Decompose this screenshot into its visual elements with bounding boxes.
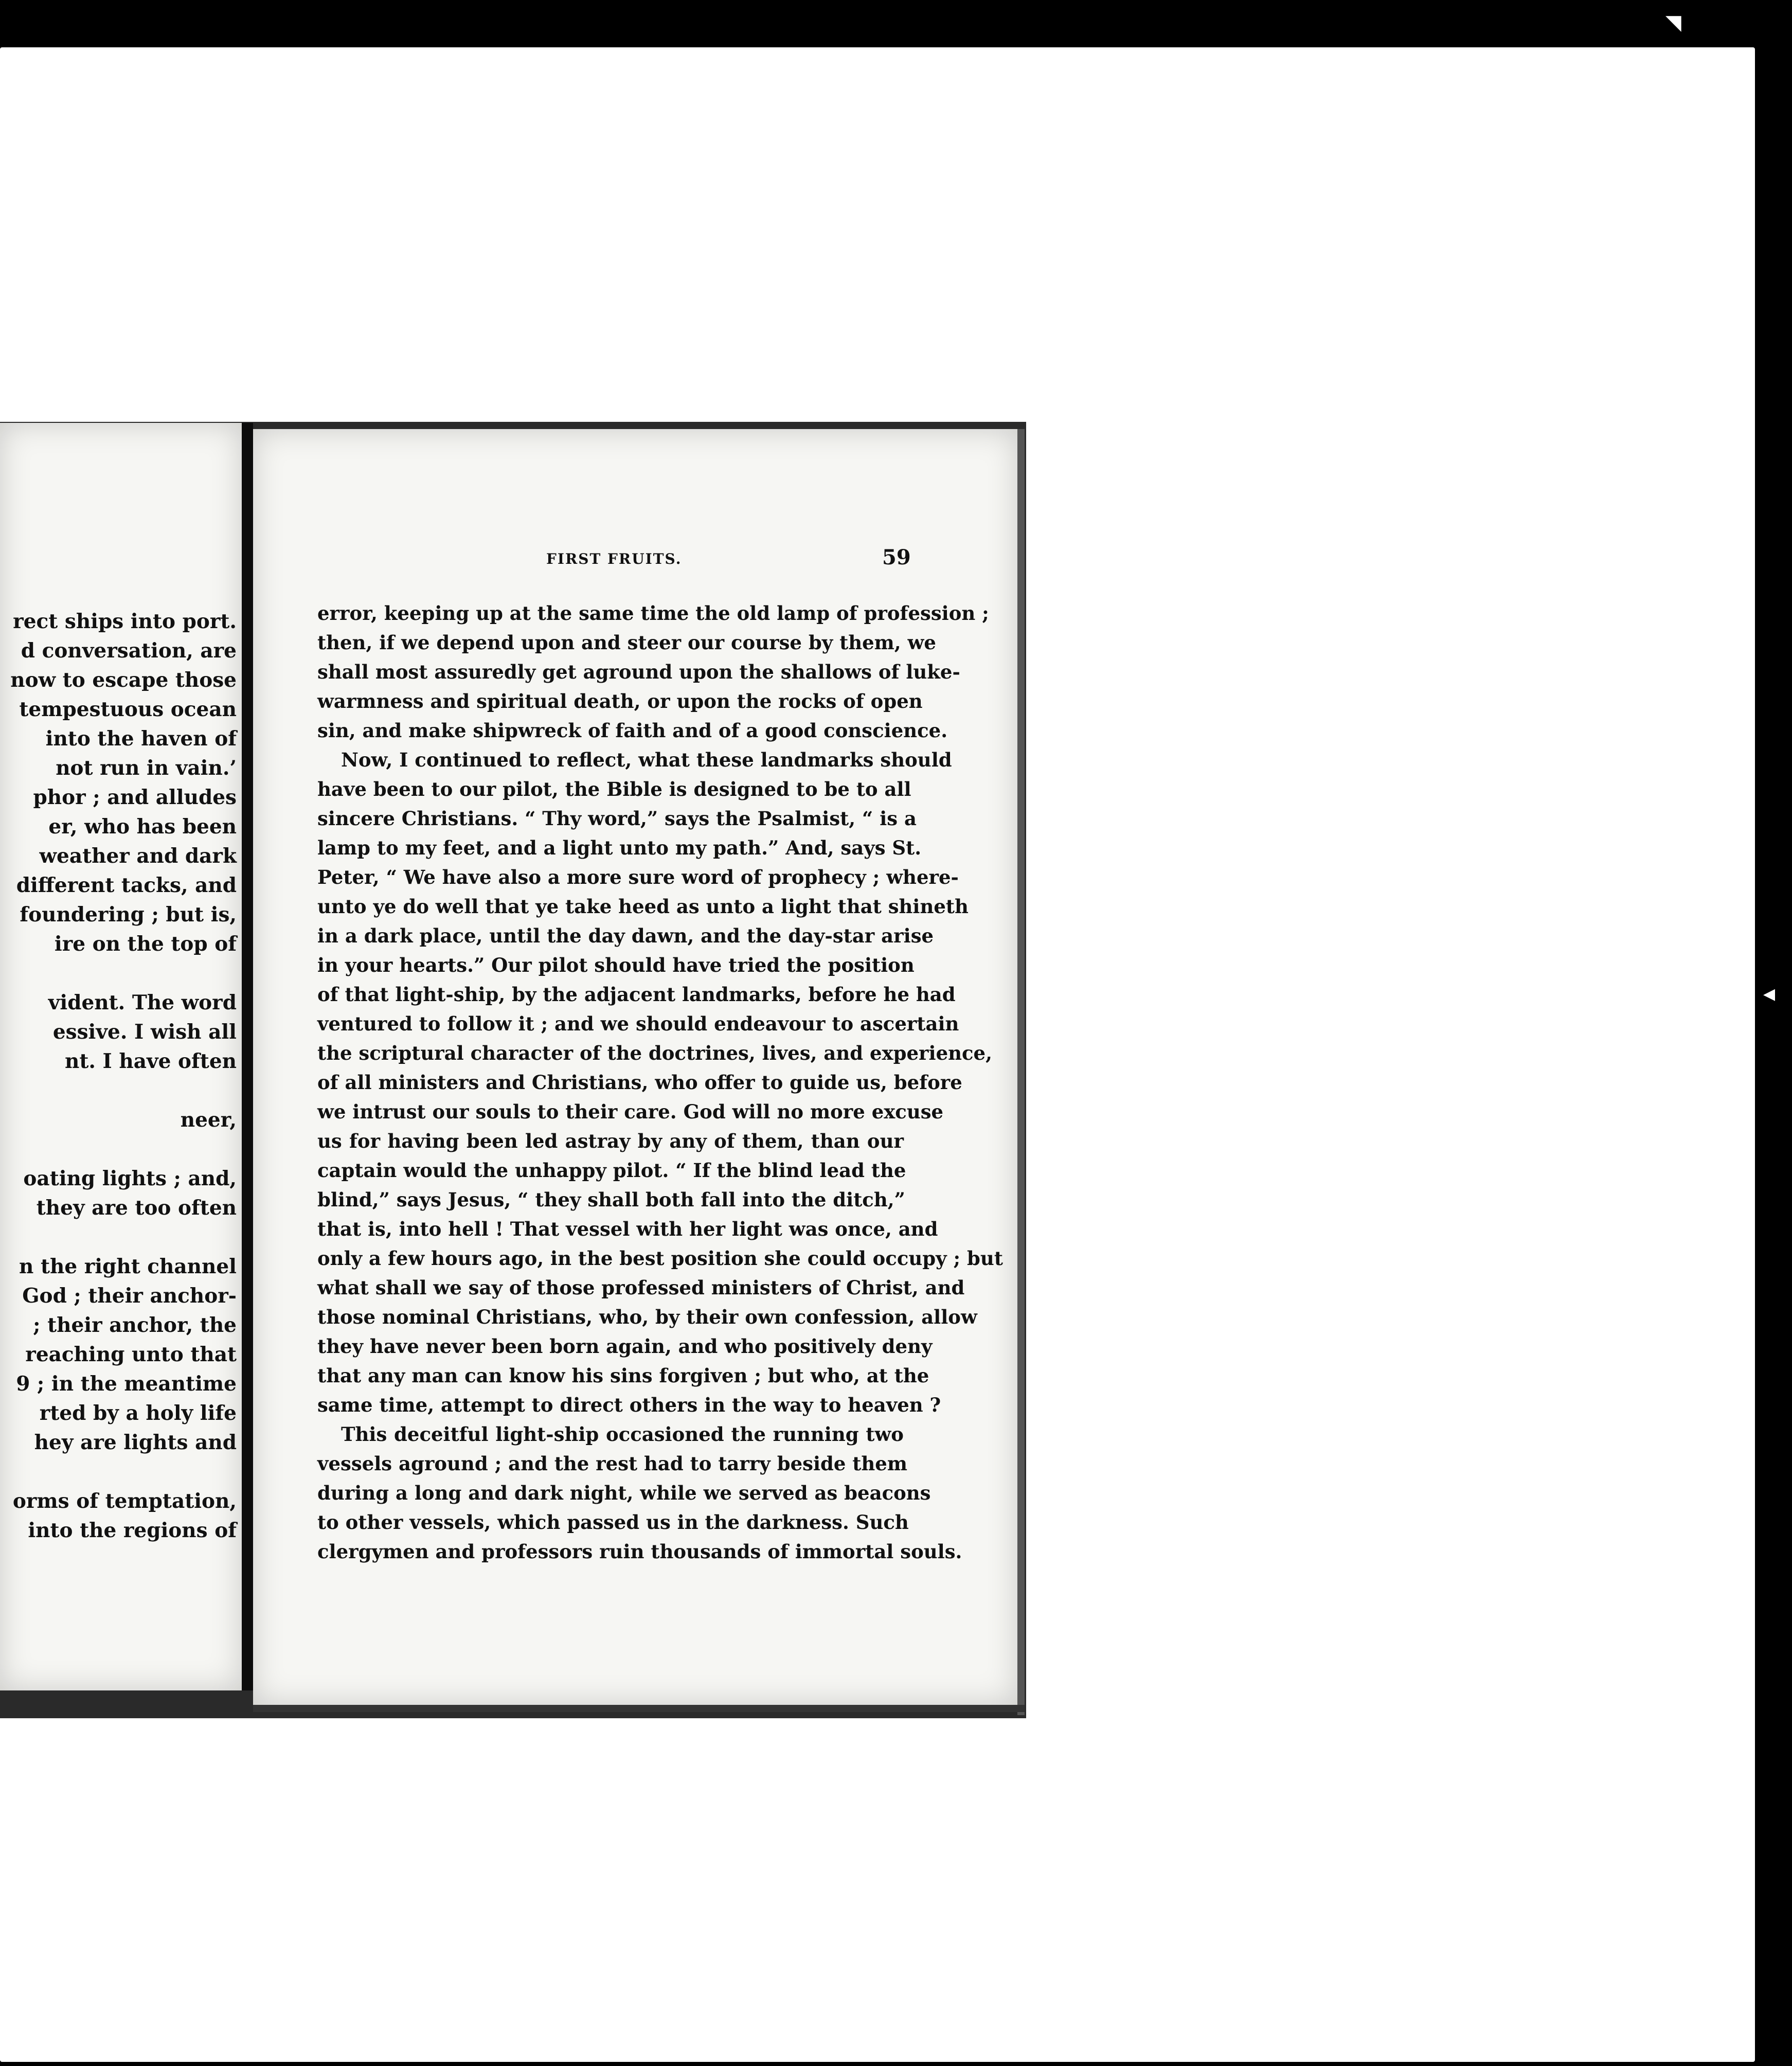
text-line: only a few hours ago, in the best position she could occupy ; but [317, 1247, 1003, 1270]
text-line-fragment: reaching unto that [25, 1343, 237, 1366]
page-edge-bottom [253, 1705, 1025, 1712]
text-line: then, if we depend upon and steer our course by them, we [317, 631, 936, 654]
text-line-fragment [0, 959, 237, 988]
text-line-fragment: nt. I have often [65, 1049, 237, 1073]
text-line: error, keeping up at the same time the old lamp of profession ; [317, 602, 989, 625]
text-line: to other vessels, which passed us in the darkness. Such [317, 1511, 909, 1534]
text-line-fragment: into the haven of [45, 727, 237, 751]
scan-corner-mark: ◥ [1665, 11, 1681, 34]
text-line: of that light-ship, by the adjacent landmarks, before he had [317, 983, 956, 1006]
running-head: FIRST FRUITS. [546, 550, 682, 567]
text-line-fragment: ire on the top of [54, 932, 237, 956]
text-line-fragment: into the regions of [28, 1519, 237, 1542]
text-line-fragment: 9 ; in the meantime [16, 1372, 237, 1396]
text-line-fragment: different tacks, and [16, 874, 237, 897]
text-line: us for having been led astray by any of them, than our [317, 1130, 904, 1152]
text-line: blind,” says Jesus, “ they shall both fall into the ditch,” [317, 1188, 905, 1211]
text-line-fragment: rect ships into port. [13, 610, 237, 633]
text-line-fragment: ; their anchor, the [33, 1313, 237, 1337]
left-page [0, 423, 242, 1690]
right-page [253, 429, 1017, 1705]
text-line: have been to our pilot, the Bible is designed to be to all [317, 778, 911, 800]
text-line: unto ye do well that ye take heed as unto a light that shineth [317, 895, 969, 918]
text-line-fragment: oating lights ; and, [23, 1167, 237, 1190]
text-line-fragment: orms of temptation, [12, 1489, 237, 1513]
text-line: vessels aground ; and the rest had to tarry beside them [317, 1452, 907, 1475]
text-line: sin, and make shipwreck of faith and of a good conscience. [317, 719, 948, 742]
text-line: in a dark place, until the day dawn, and the day-star arise [317, 924, 934, 947]
text-line: in your hearts.” Our pilot should have tried the position [317, 954, 915, 976]
book-gutter [242, 423, 253, 1690]
left-page-text [0, 607, 237, 1545]
text-line: same time, attempt to direct others in the way to heaven ? [317, 1394, 941, 1416]
right-page-text [317, 599, 1003, 1566]
text-line: of all ministers and Christians, who offer to guide us, before [317, 1071, 962, 1094]
text-line: warmness and spiritual death, or upon the rocks of open [317, 690, 923, 713]
text-line: that any man can know his sins forgiven ; but who, at the [317, 1364, 929, 1387]
scan-edge-mark: ◀ [1763, 985, 1776, 1003]
text-line: the scriptural character of the doctrines, lives, and experience, [317, 1042, 992, 1064]
text-line-fragment: d conversation, are [21, 639, 237, 663]
text-line: they have never been born again, and who positively deny [317, 1335, 933, 1358]
text-line: that is, into hell ! That vessel with her light was once, and [317, 1218, 938, 1240]
text-line-fragment: rted by a holy life [39, 1401, 237, 1425]
text-line: we intrust our souls to their care. God will no more excuse [317, 1100, 944, 1123]
page-edge-right [1017, 429, 1025, 1715]
text-line: This deceitful light-ship occasioned the running two [341, 1423, 904, 1446]
text-line-fragment: now to escape those [10, 668, 237, 692]
text-line: Now, I continued to reflect, what these landmarks should [341, 749, 952, 771]
text-line: sincere Christians. “ Thy word,” says the Psalmist, “ is a [317, 807, 917, 830]
text-line-fragment: n the right channel [19, 1255, 237, 1278]
text-line: lamp to my feet, and a light unto my path.” And, says St. [317, 836, 922, 859]
text-line: Peter, “ We have also a more sure word of prophecy ; where- [317, 866, 959, 888]
text-line-fragment: weather and dark [39, 844, 237, 868]
text-line-fragment: not run in vain.’ [56, 756, 237, 780]
text-line-fragment: foundering ; but is, [20, 903, 237, 927]
text-line-fragment: essive. I wish all [52, 1020, 237, 1044]
text-line: captain would the unhappy pilot. “ If the blind lead the [317, 1159, 906, 1182]
text-line-fragment [0, 1223, 237, 1252]
text-line-fragment: er, who has been [48, 815, 237, 839]
text-line-fragment: they are too often [36, 1196, 237, 1220]
text-line: what shall we say of those professed ministers of Christ, and [317, 1276, 965, 1299]
text-line-fragment: God ; their anchor- [22, 1284, 237, 1308]
text-line: ventured to follow it ; and we should endeavour to ascertain [317, 1012, 959, 1035]
text-line-fragment: phor ; and alludes [33, 786, 237, 809]
text-line-fragment: tempestuous ocean [19, 698, 237, 721]
text-line-fragment [0, 1135, 237, 1164]
page-number: 59 [882, 545, 911, 569]
text-line-fragment [0, 1076, 237, 1106]
text-line-fragment: neer, [180, 1108, 237, 1132]
text-line: during a long and dark night, while we served as beacons [317, 1482, 931, 1504]
text-line: shall most assuredly get aground upon the shallows of luke- [317, 661, 960, 683]
text-line: clergymen and professors ruin thousands of immortal souls. [317, 1540, 962, 1563]
text-line-fragment [0, 1457, 237, 1487]
text-line: those nominal Christians, who, by their own confession, allow [317, 1306, 977, 1328]
text-line-fragment: vident. The word [48, 991, 237, 1014]
text-line-fragment: hey are lights and [34, 1431, 237, 1454]
